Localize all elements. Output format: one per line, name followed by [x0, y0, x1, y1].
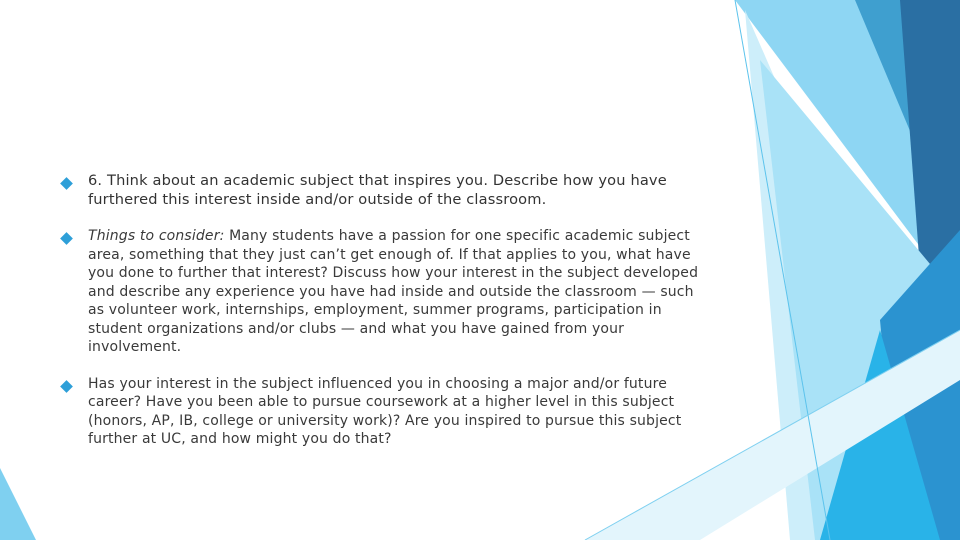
diamond-bullet-icon [60, 177, 73, 190]
bullet-list [62, 172, 712, 467]
consider-text: Many students have a passion for one specific academic subject area, something that they just can’t get enough of. If that applies to you, what have you done to further that interest? Discuss how your interest in the subject developed and describe any experience you have had inside and outside the classroom — such as volunteer work, internships, employment, summer programs, participation in student organizations and/or clubs — and what you have gained from your involvement. [88, 228, 699, 355]
major-career-text: Has your interest in the subject influenced you in choosing a major and/or future career? Have you been able to pursue coursework at a higher level in this subject (honors, AP, IB, college or university work)? Are you inspired to pursue this subject further at UC, and how might you do that? [88, 375, 682, 447]
consider-text-block [88, 227, 712, 357]
bullet-item-major-career [62, 375, 712, 449]
consider-label: Things to consider: [88, 228, 225, 244]
diamond-bullet-icon [60, 232, 73, 245]
bullet-item-things-to-consider [62, 227, 712, 357]
facet-left-bottom [0, 468, 36, 540]
diamond-bullet-icon [60, 380, 73, 393]
prompt-text: 6. Think about an academic subject that inspires you. Describe how you have furthered this interest inside and/or outside of the classroom. [88, 172, 667, 208]
bullet-item-prompt [62, 172, 712, 209]
